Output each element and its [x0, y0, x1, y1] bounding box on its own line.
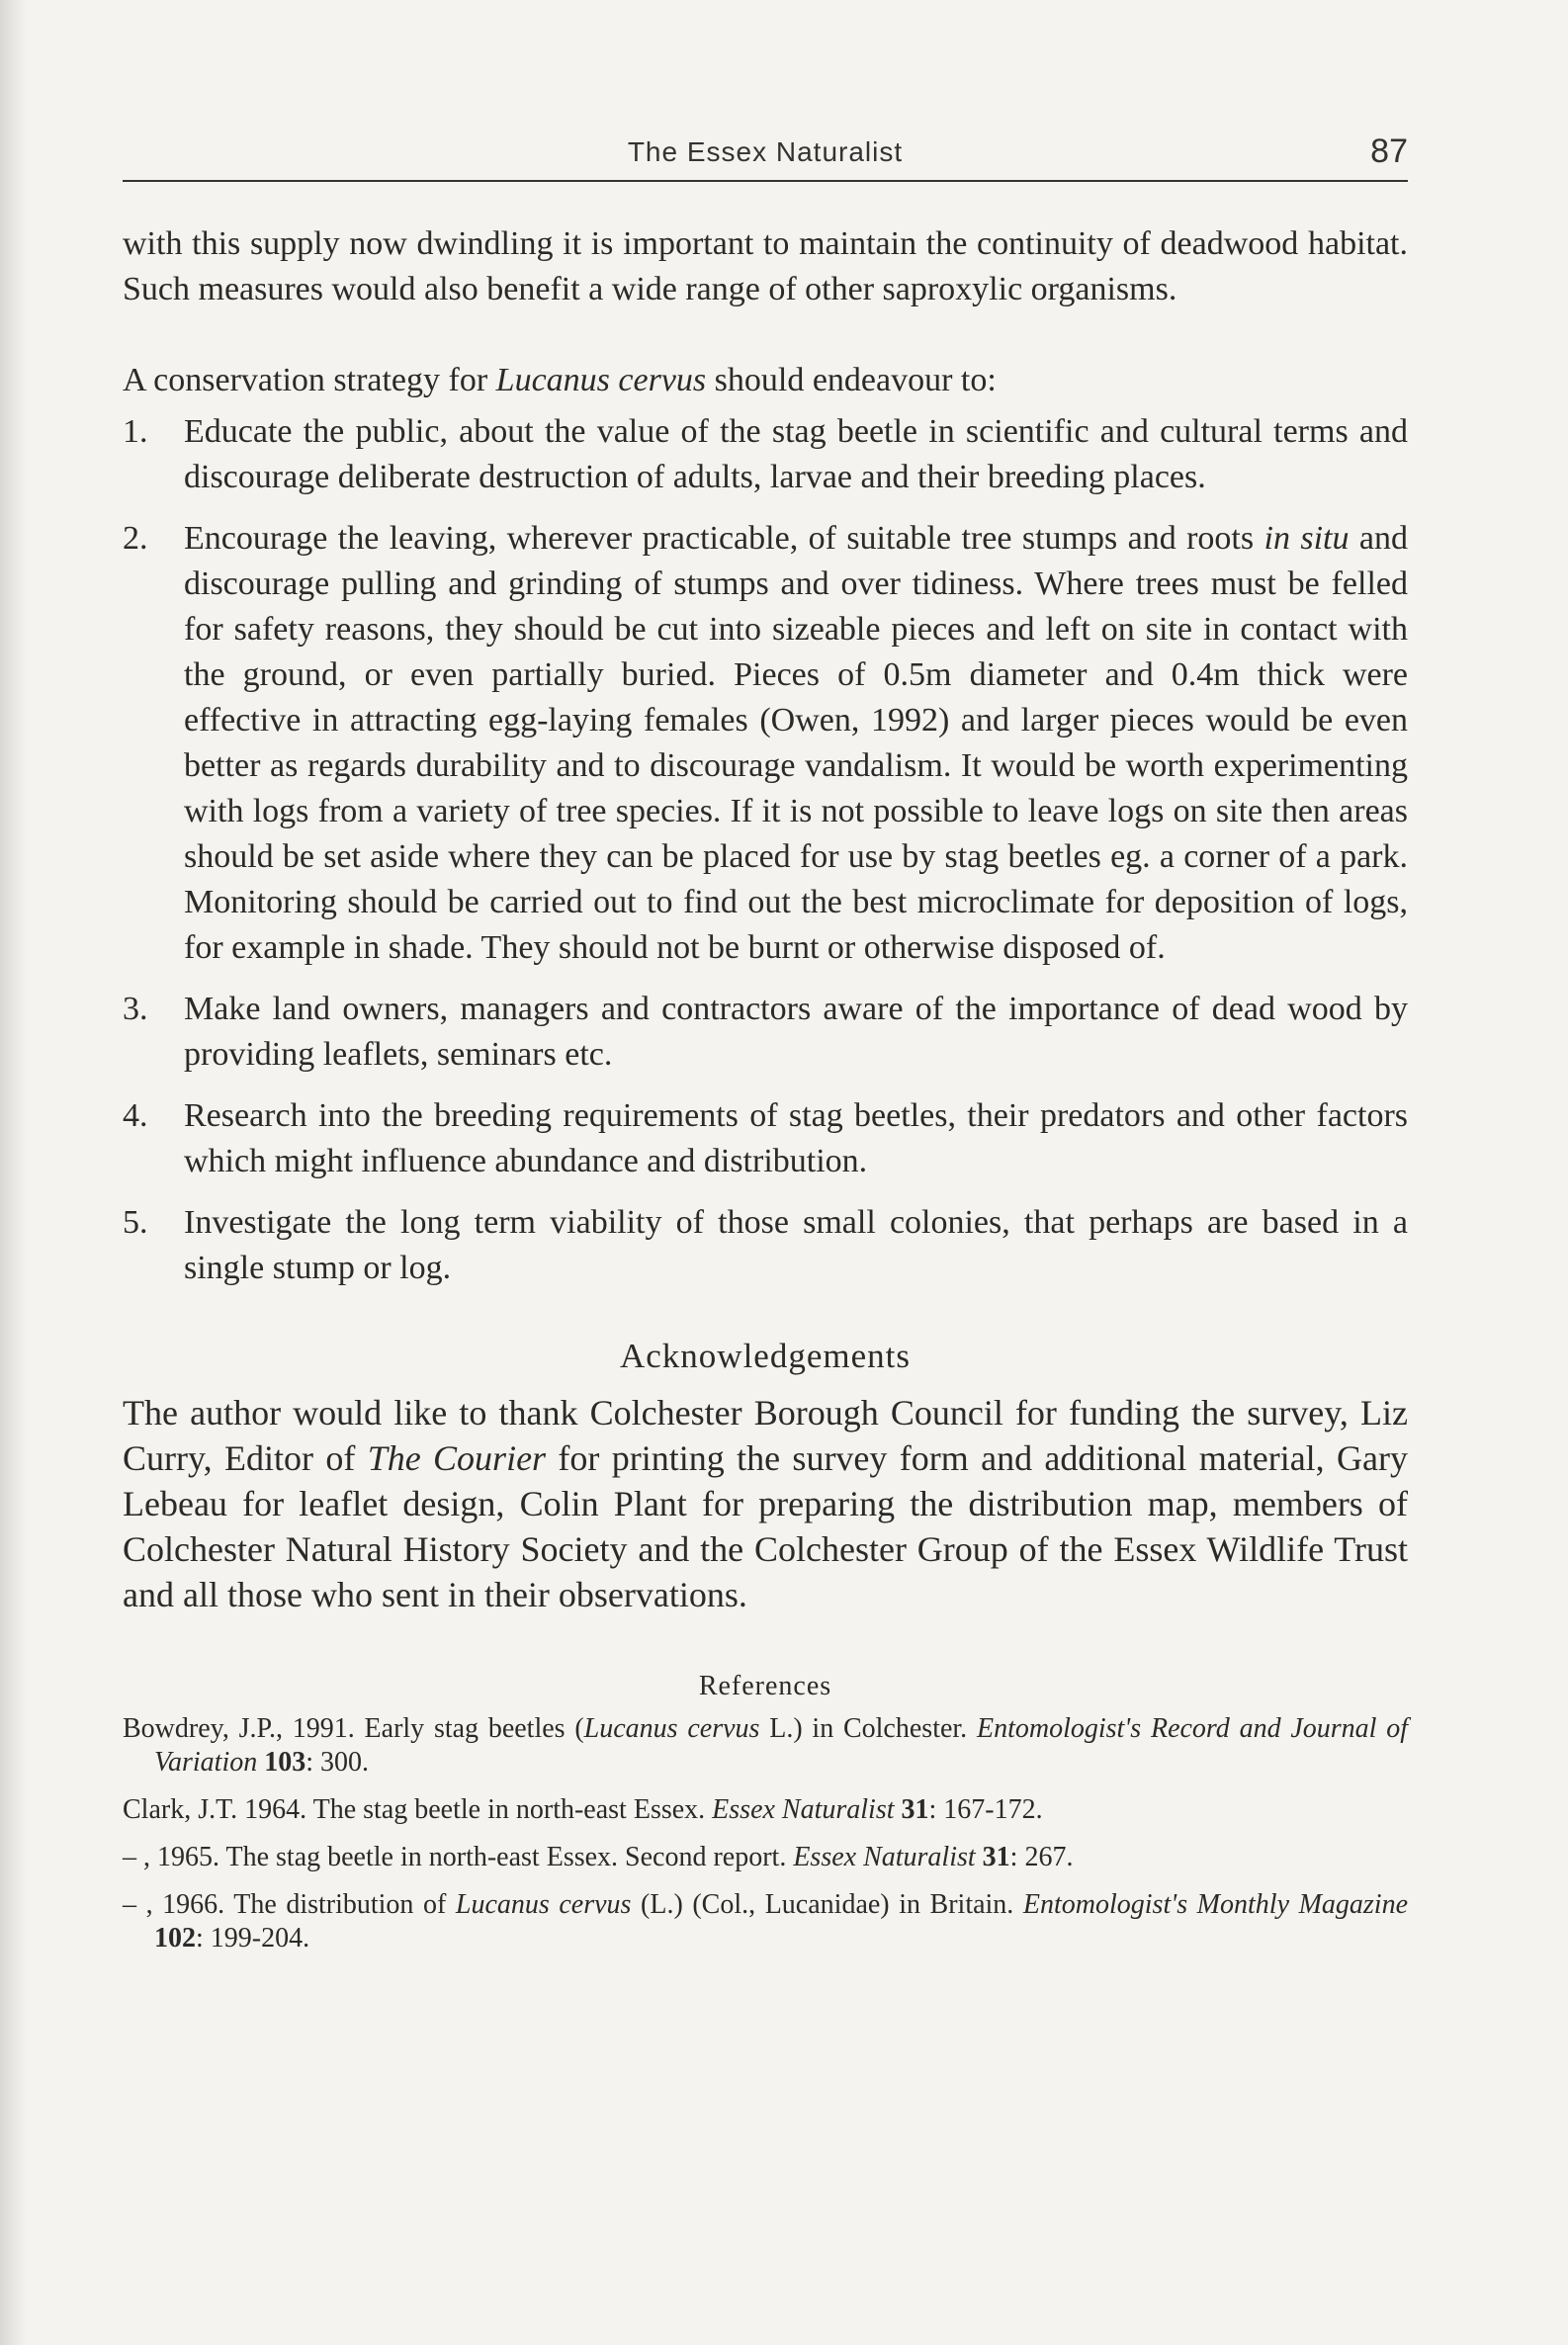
page-number: 87 — [1370, 132, 1408, 170]
strategy-item-number: 1. — [123, 413, 148, 450]
strategy-item-text: Make land owners, managers and contractors aware of the importance of dead wood by providing leaflets, seminars etc. — [184, 991, 1408, 1073]
strategy-item-text-post: and discourage pulling and grinding of stumps and over tidiness. Where trees must be felled for safety reasons, they should be cut into sizeable pieces and left on site in contact with the ground, or even partially buried. Pieces of 0.5m diameter and 0.4m thick were effective in attracting egg-laying females (Owen, 1992) and larger pieces would be even better as regards durability and to discourage vandalism. It would be worth experimenting with logs from a variety of tree species. If it is not possible to leave logs on site then areas should be set aside where they can be placed for use by stag beetles eg. a corner of a park. Monitoring should be carried out to find out the best microclimate for deposition of logs, for example in shade. They should not be burnt or otherwise disposed of. — [184, 520, 1408, 966]
reference-journal: Essex Naturalist — [793, 1842, 976, 1872]
reference-journal: Entomologist's Record and Journal of Variation — [154, 1713, 1409, 1778]
reference-entry — [123, 1712, 1408, 1780]
reference-italic: Lucanus cervus — [455, 1889, 632, 1920]
acknowledgements-text-italic: The Courier — [367, 1438, 547, 1478]
strategy-item-5 — [123, 1200, 1408, 1291]
reference-volume: 103 — [257, 1747, 306, 1778]
strategy-lead-post: should endeavour to: — [706, 362, 997, 398]
strategy-item-number: 2. — [123, 520, 148, 557]
references-heading: References — [698, 1671, 832, 1701]
acknowledgements-text-pre: The author would like to thank Colchester Borough Council for funding the survey, Liz Curry, Editor of — [123, 1393, 1408, 1478]
reference-journal: Entomologist's Monthly Magazine — [1022, 1889, 1408, 1920]
intro-paragraph: with this supply now dwindling it is important to maintain the continuity of deadwood habitat. Such measures would also benefit a wide range of other saproxylic organisms. — [123, 225, 1408, 307]
strategy-item-text-pre: Encourage the leaving, wherever practicable, of suitable tree stumps and roots — [184, 520, 1264, 557]
strategy-lead — [123, 358, 1408, 403]
reference-pages: : 199-204. — [196, 1923, 310, 1954]
acknowledgements-text-post: for printing the survey form and additional material, Gary Lebeau for leaflet design, Colin Plant for preparing the distribution map, members of Colchester Natural History Society and the Colchester Group of the Essex Wildlife Trust and all those who sent in their observations. — [123, 1438, 1408, 1614]
strategy-lead-pre: A conservation strategy for — [123, 362, 496, 398]
running-title: The Essex Naturalist — [627, 136, 904, 167]
acknowledgements-text — [123, 1390, 1408, 1617]
reference-pages: : 267. — [1009, 1842, 1074, 1872]
reference-entry — [123, 1841, 1408, 1874]
strategy-item-number: 5. — [123, 1204, 148, 1241]
reference-text: (L.) (Col., Lucanidae) in Britain. — [631, 1889, 1023, 1920]
strategy-item-number: 3. — [123, 991, 148, 1027]
strategy-list — [123, 409, 1408, 1291]
reference-text: – , 1966. The distribution of — [123, 1889, 456, 1920]
reference-entry — [123, 1793, 1408, 1827]
reference-pages: : 300. — [305, 1747, 370, 1778]
strategy-item-number: 4. — [123, 1097, 148, 1134]
reference-volume: 102 — [154, 1923, 196, 1954]
reference-journal: Essex Naturalist — [712, 1794, 895, 1825]
strategy-item-text: Investigate the long term viability of those small colonies, that perhaps are based in a single stump or log. — [184, 1204, 1408, 1286]
strategy-item-text-italic: in situ — [1263, 520, 1350, 557]
strategy-item-text: Educate the public, about the value of the stag beetle in scientific and cultural terms and discourage deliberate destruction of adults, larvae and their breeding places. — [184, 413, 1408, 495]
strategy-item-1 — [123, 409, 1408, 500]
strategy-item-4 — [123, 1093, 1408, 1184]
reference-volume: 31 — [894, 1794, 929, 1825]
reference-volume: 31 — [975, 1842, 1010, 1872]
reference-pages: : 167-172. — [928, 1794, 1043, 1825]
running-header — [123, 132, 1408, 182]
body-content — [123, 221, 1408, 1969]
reference-italic: Lucanus cervus — [583, 1713, 760, 1744]
reference-text: – , 1965. The stag beetle in north-east Essex. Second report. — [123, 1842, 794, 1872]
reference-text: Bowdrey, J.P., 1991. Early stag beetles ( — [123, 1713, 584, 1744]
reference-text: Clark, J.T. 1964. The stag beetle in north-east Essex. — [123, 1794, 713, 1825]
strategy-item-text: Research into the breeding requirements of stag beetles, their predators and other factors which might influence abundance and distribution. — [184, 1097, 1408, 1179]
reference-entry — [123, 1888, 1408, 1955]
strategy-item-2 — [123, 516, 1408, 971]
page-edge-shadow — [0, 0, 26, 2345]
strategy-item-3 — [123, 987, 1408, 1078]
reference-text: L.) in Colchester. — [759, 1713, 977, 1744]
strategy-lead-species: Lucanus cervus — [495, 362, 707, 398]
acknowledgements-heading: Acknowledgements — [620, 1337, 911, 1375]
